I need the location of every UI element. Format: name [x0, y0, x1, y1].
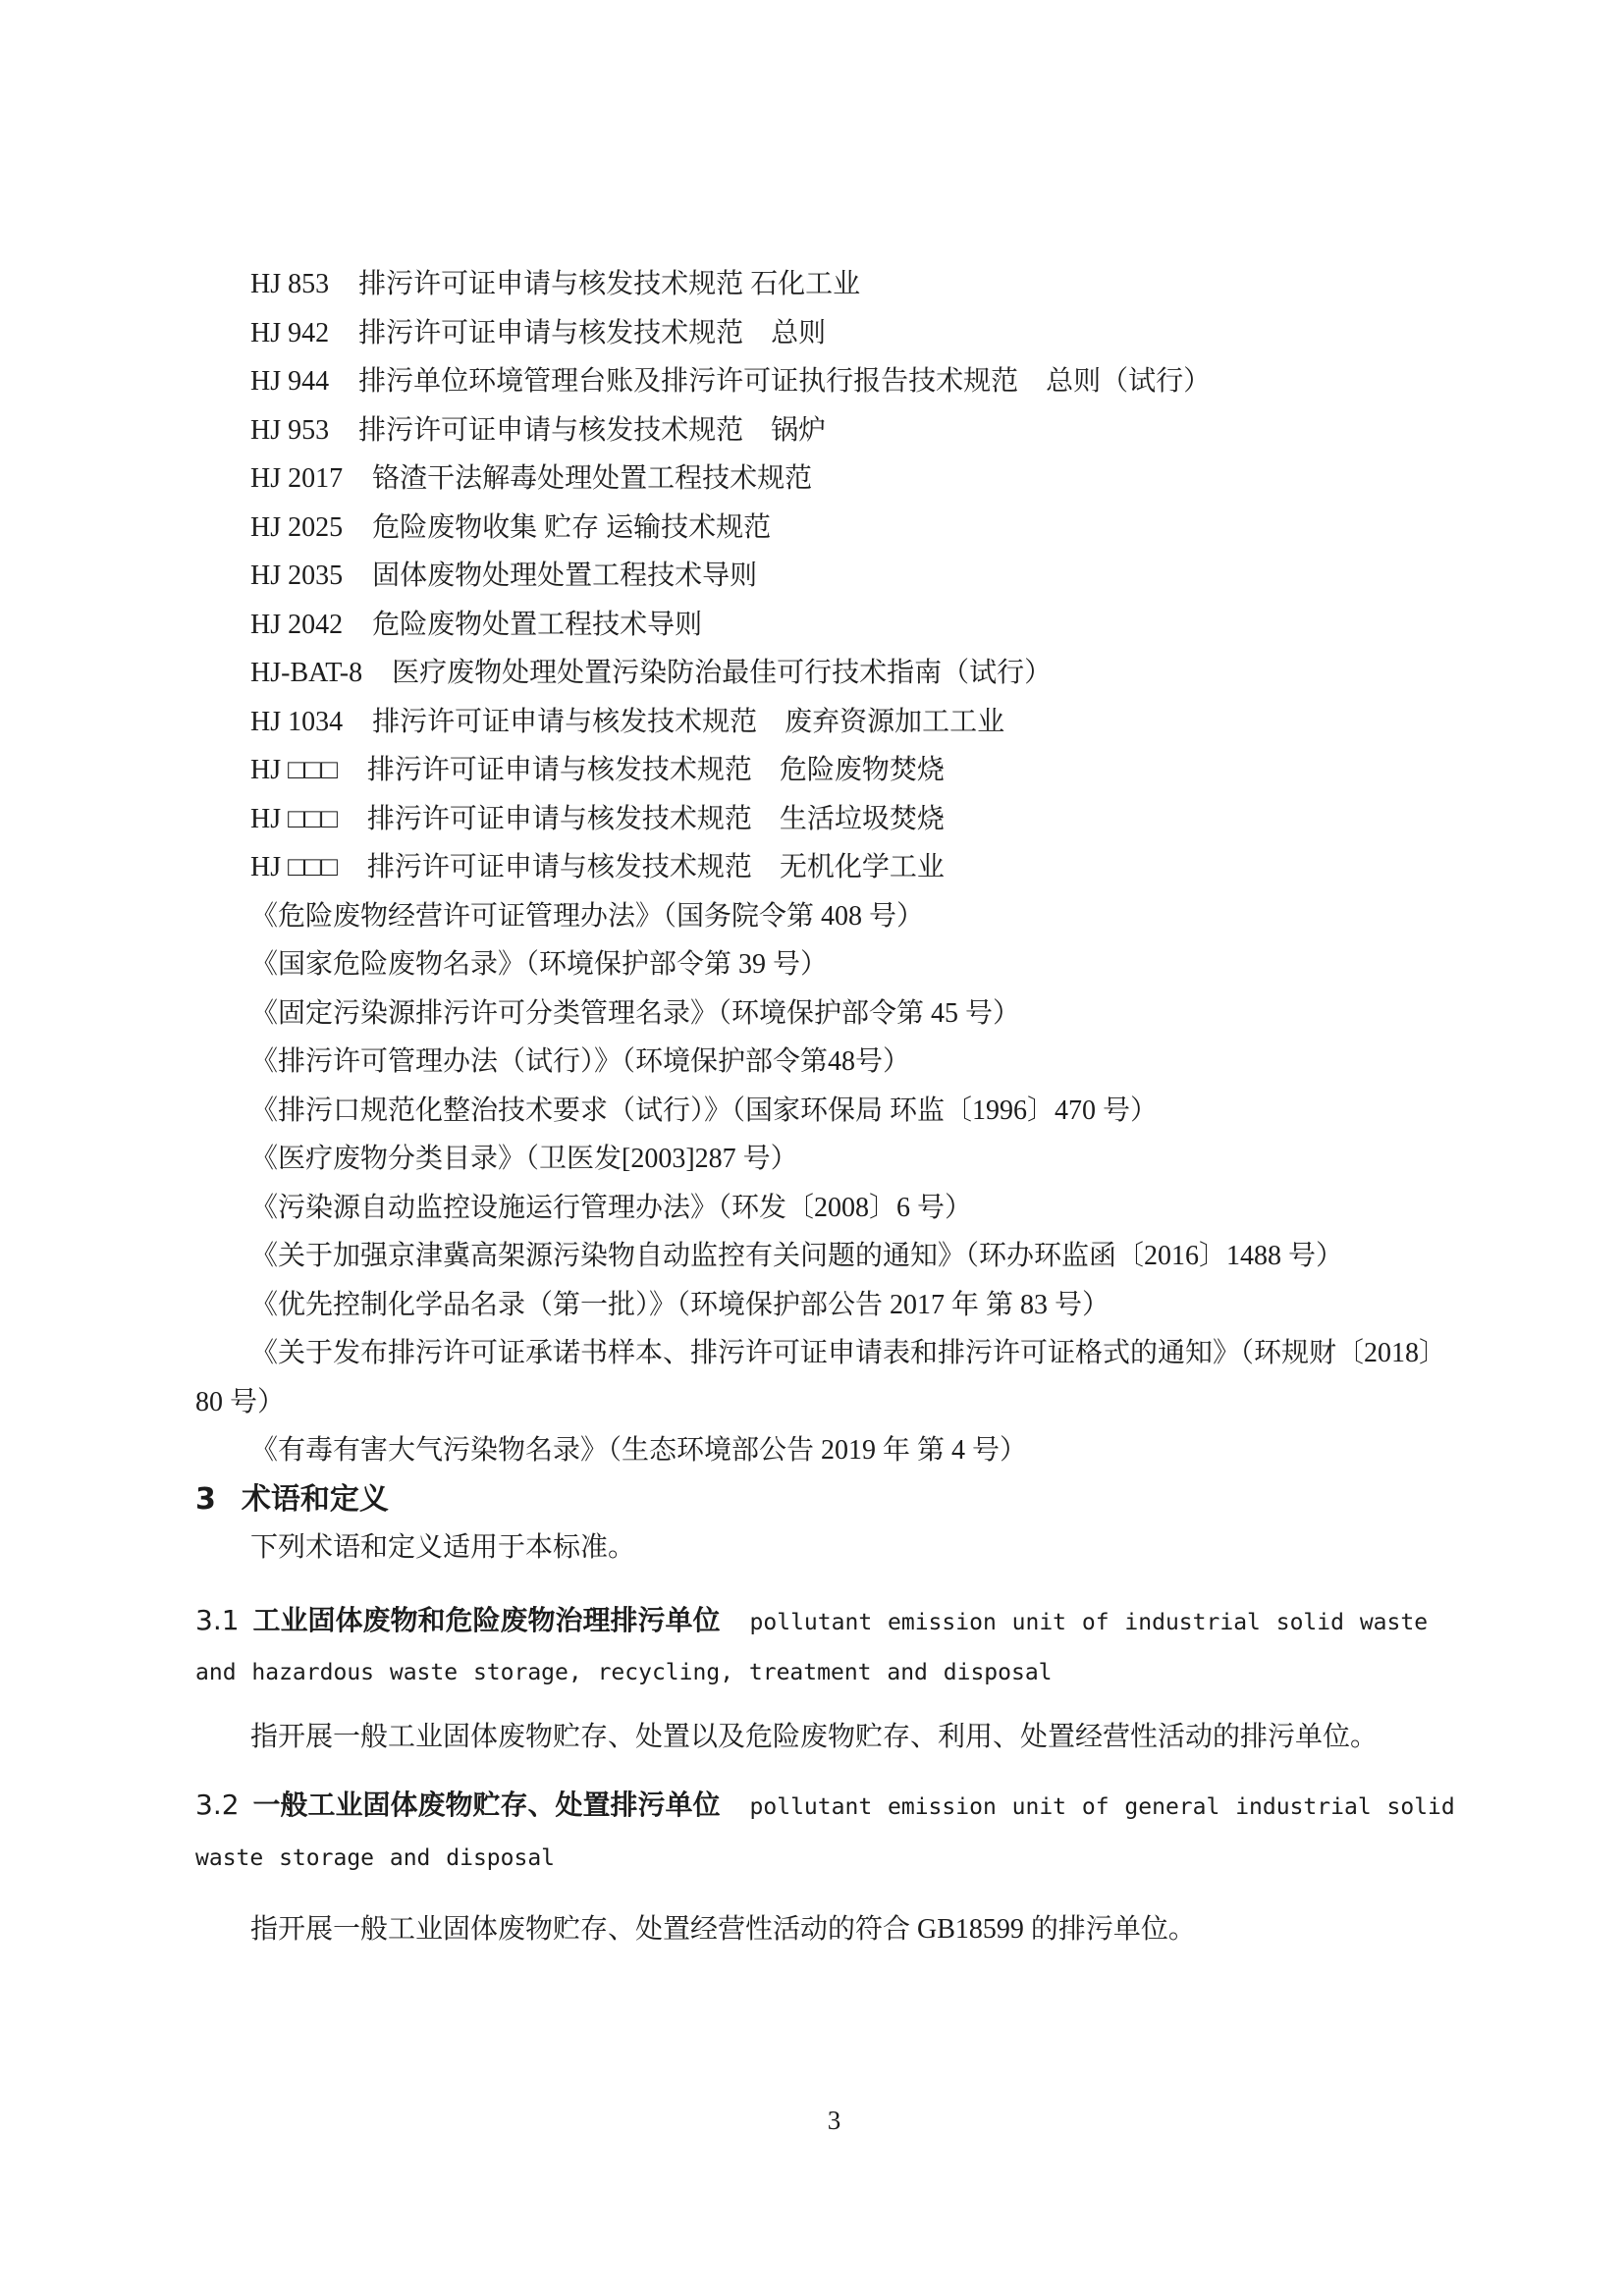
term-name-zh: 一般工业固体废物贮存、处置排污单位 — [252, 1789, 721, 1821]
reference-item — [195, 843, 1473, 892]
reference-item — [195, 746, 1473, 795]
reference-title: 医疗废物处理处置污染防治最佳可行技术指南（试行） — [392, 658, 1053, 688]
reference-code: HJ 853 — [250, 269, 330, 299]
reference-item — [195, 698, 1473, 747]
reference-code: HJ 944 — [250, 366, 330, 397]
reference-title: 排污单位环境管理台账及排污许可证执行报告技术规范 总则（试行） — [358, 366, 1212, 397]
section-heading — [195, 1475, 1473, 1524]
reference-item — [195, 504, 1473, 553]
reference-title: 铬渣干法解毒处理处置工程技术规范 — [372, 463, 813, 494]
reference-code: HJ 1034 — [250, 706, 344, 737]
reference-code: HJ 2017 — [250, 463, 344, 494]
reference-item — [195, 454, 1473, 504]
term-heading — [195, 1781, 1473, 1883]
reference-list — [195, 260, 1473, 892]
document-item: 《危险废物经营许可证管理办法》（国务院令第 408 号） — [250, 900, 925, 932]
reference-code: HJ 942 — [250, 317, 330, 348]
reference-code: HJ 2025 — [250, 511, 344, 543]
reference-item — [195, 406, 1473, 455]
reference-title: 排污许可证申请与核发技术规范 锅炉 — [358, 414, 827, 446]
reference-item — [195, 260, 1473, 309]
reference-title: 危险废物处置工程技术导则 — [372, 609, 703, 640]
term-name-en: pollutant emission unit of industrial solid waste and hazardous waste storage, recycling, treatment and disposal — [195, 1609, 1429, 1685]
reference-code: HJ 953 — [250, 414, 330, 446]
term-name-en: pollutant emission unit of general industrial solid waste storage and disposal — [195, 1794, 1455, 1871]
term-definition: 指开展一般工业固体废物贮存、处置以及危险废物贮存、利用、处置经营性活动的排污单位。 — [250, 1721, 1379, 1752]
reference-item — [195, 552, 1473, 601]
term-name-zh: 工业固体废物和危险废物治理排污单位 — [252, 1603, 721, 1636]
document-item: 《医疗废物分类目录》（卫医发[2003]287 号） — [250, 1144, 798, 1174]
section-title: 术语和定义 — [241, 1481, 389, 1517]
reference-code: HJ □□□ — [250, 755, 338, 785]
reference-title: 排污许可证申请与核发技术规范 总则 — [358, 317, 827, 348]
reference-title: 排污许可证申请与核发技术规范 石化工业 — [358, 269, 861, 299]
reference-title: 排污许可证申请与核发技术规范 无机化学工业 — [366, 852, 945, 882]
reference-item — [195, 357, 1473, 406]
page-number: 3 — [827, 2106, 841, 2135]
reference-title: 排污许可证申请与核发技术规范 生活垃圾焚烧 — [366, 803, 945, 834]
document-list — [195, 892, 1473, 1475]
reference-title: 固体废物处理处置工程技术导则 — [372, 561, 758, 591]
reference-code: HJ 2042 — [250, 609, 344, 640]
reference-code: HJ-BAT-8 — [250, 658, 363, 688]
reference-code: HJ 2035 — [250, 561, 344, 591]
reference-item — [195, 795, 1473, 844]
reference-item — [195, 649, 1473, 698]
document-item: 《排污口规范化整治技术要求（试行）》（国家环保局 环监〔1996〕470 号） — [250, 1095, 1159, 1126]
document-item: 《优先控制化学品名录（第一批）》（环境保护部公告 2017 年 第 83 号） — [250, 1289, 1110, 1320]
reference-title: 排污许可证申请与核发技术规范 危险废物焚烧 — [366, 755, 945, 785]
term-heading — [195, 1596, 1473, 1698]
reference-item — [195, 601, 1473, 650]
reference-title: 危险废物收集 贮存 运输技术规范 — [372, 511, 772, 543]
section-intro: 下列术语和定义适用于本标准。 — [250, 1532, 636, 1563]
reference-title: 排污许可证申请与核发技术规范 废弃资源加工工业 — [372, 706, 1005, 737]
document-item: 《有毒有害大气污染物名录》（生态环境部公告 2019 年 第 4 号） — [250, 1435, 1028, 1466]
reference-item — [195, 309, 1473, 358]
term-definition: 指开展一般工业固体废物贮存、处置经营性活动的符合 GB18599 的排污单位。 — [250, 1914, 1196, 1945]
document-item: 《污染源自动监控设施运行管理办法》（环发〔2008〕6 号） — [250, 1192, 973, 1223]
reference-code: HJ □□□ — [250, 803, 338, 834]
term-number: 3.1 — [195, 1603, 240, 1636]
term-number: 3.2 — [195, 1789, 240, 1821]
document-item: 《排污许可管理办法（试行）》（环境保护部令第48号） — [250, 1046, 911, 1077]
reference-code: HJ □□□ — [250, 852, 338, 882]
document-item: 《关于加强京津冀高架源污染物自动监控有关问题的通知》（环办环监函〔2016〕1488 号） — [250, 1241, 1344, 1271]
section-number: 3 — [195, 1481, 216, 1517]
document-item: 《国家危险废物名录》（环境保护部令第 39 号） — [250, 949, 829, 980]
document-item: 《关于发布排污许可证承诺书样本、排污许可证申请表和排污许可证格式的通知》（环规财〔2018〕80 号） — [195, 1338, 1447, 1417]
document-item: 《固定污染源排污许可分类管理名录》（环境保护部令第 45 号） — [250, 997, 1021, 1029]
